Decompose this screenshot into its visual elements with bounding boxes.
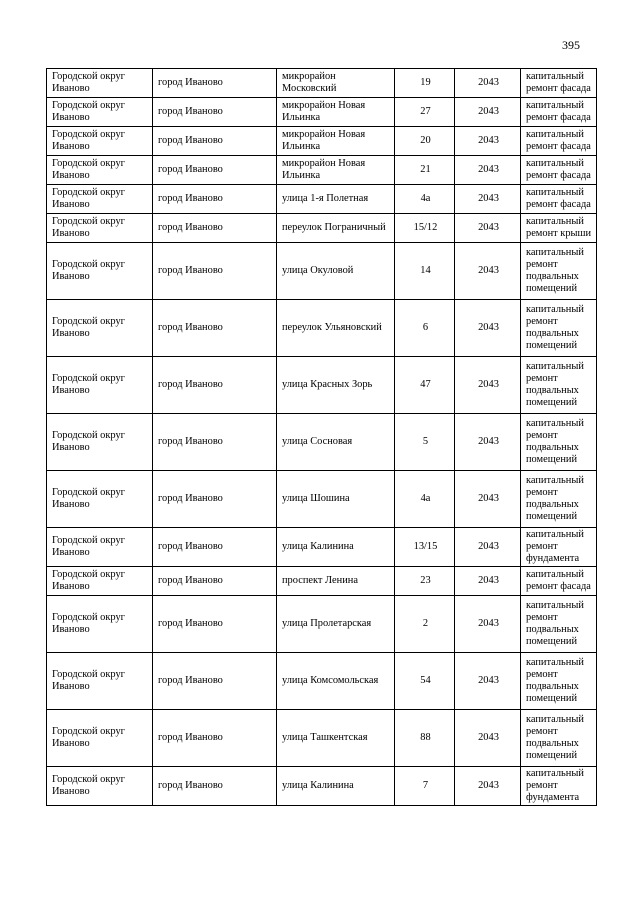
repair-schedule-table xyxy=(46,68,597,806)
district-cell: Городской округ Иваново xyxy=(47,243,153,300)
page-number: 395 xyxy=(562,38,580,52)
house-number-cell: 4а xyxy=(395,471,455,528)
city-cell: город Иваново xyxy=(153,528,277,567)
city-cell: город Иваново xyxy=(153,767,277,806)
work-type-cell: капитальный ремонт подвальных помещений xyxy=(521,243,597,300)
street-cell: улица Ташкентская xyxy=(277,710,395,767)
city-cell: город Иваново xyxy=(153,69,277,98)
street-cell: микрорайон Московский xyxy=(277,69,395,98)
district-cell: Городской округ Иваново xyxy=(47,596,153,653)
district-cell: Городской округ Иваново xyxy=(47,414,153,471)
year-cell: 2043 xyxy=(455,243,521,300)
work-type-cell: капитальный ремонт крыши xyxy=(521,214,597,243)
house-number-cell: 27 xyxy=(395,98,455,127)
house-number-cell: 2 xyxy=(395,596,455,653)
work-type-cell: капитальный ремонт подвальных помещений xyxy=(521,653,597,710)
work-type-cell: капитальный ремонт подвальных помещений xyxy=(521,710,597,767)
house-number-cell: 88 xyxy=(395,710,455,767)
street-cell: улица Сосновая xyxy=(277,414,395,471)
work-type-cell: капитальный ремонт фасада xyxy=(521,156,597,185)
house-number-cell: 15/12 xyxy=(395,214,455,243)
table-row xyxy=(47,653,597,710)
year-cell: 2043 xyxy=(455,127,521,156)
table-row xyxy=(47,185,597,214)
work-type-cell: капитальный ремонт подвальных помещений xyxy=(521,471,597,528)
house-number-cell: 19 xyxy=(395,69,455,98)
city-cell: город Иваново xyxy=(153,653,277,710)
work-type-cell: капитальный ремонт подвальных помещений xyxy=(521,596,597,653)
work-type-cell: капитальный ремонт подвальных помещений xyxy=(521,357,597,414)
house-number-cell: 20 xyxy=(395,127,455,156)
street-cell: микрорайон Новая Ильинка xyxy=(277,156,395,185)
city-cell: город Иваново xyxy=(153,243,277,300)
work-type-cell: капитальный ремонт фундамента xyxy=(521,528,597,567)
year-cell: 2043 xyxy=(455,414,521,471)
table-row xyxy=(47,98,597,127)
street-cell: микрорайон Новая Ильинка xyxy=(277,127,395,156)
city-cell: город Иваново xyxy=(153,98,277,127)
city-cell: город Иваново xyxy=(153,414,277,471)
city-cell: город Иваново xyxy=(153,300,277,357)
district-cell: Городской округ Иваново xyxy=(47,185,153,214)
year-cell: 2043 xyxy=(455,357,521,414)
work-type-cell: капитальный ремонт фасада xyxy=(521,98,597,127)
work-type-cell: капитальный ремонт фасада xyxy=(521,185,597,214)
table-row xyxy=(47,710,597,767)
table-row xyxy=(47,528,597,567)
city-cell: город Иваново xyxy=(153,471,277,528)
table-row xyxy=(47,243,597,300)
house-number-cell: 21 xyxy=(395,156,455,185)
year-cell: 2043 xyxy=(455,767,521,806)
district-cell: Городской округ Иваново xyxy=(47,156,153,185)
house-number-cell: 7 xyxy=(395,767,455,806)
street-cell: улица Калинина xyxy=(277,767,395,806)
table-row xyxy=(47,69,597,98)
city-cell: город Иваново xyxy=(153,214,277,243)
district-cell: Городской округ Иваново xyxy=(47,300,153,357)
work-type-cell: капитальный ремонт подвальных помещений xyxy=(521,414,597,471)
city-cell: город Иваново xyxy=(153,567,277,596)
table-row xyxy=(47,414,597,471)
district-cell: Городской округ Иваново xyxy=(47,357,153,414)
district-cell: Городской округ Иваново xyxy=(47,127,153,156)
house-number-cell: 13/15 xyxy=(395,528,455,567)
table-body xyxy=(47,69,597,806)
year-cell: 2043 xyxy=(455,471,521,528)
table-row xyxy=(47,127,597,156)
house-number-cell: 23 xyxy=(395,567,455,596)
table-row xyxy=(47,596,597,653)
table-row xyxy=(47,567,597,596)
street-cell: улица Шошина xyxy=(277,471,395,528)
work-type-cell: капитальный ремонт подвальных помещений xyxy=(521,300,597,357)
street-cell: переулок Пограничный xyxy=(277,214,395,243)
street-cell: улица Пролетарская xyxy=(277,596,395,653)
table-row xyxy=(47,471,597,528)
district-cell: Городской округ Иваново xyxy=(47,98,153,127)
city-cell: город Иваново xyxy=(153,357,277,414)
street-cell: улица Окуловой xyxy=(277,243,395,300)
work-type-cell: капитальный ремонт фасада xyxy=(521,69,597,98)
year-cell: 2043 xyxy=(455,528,521,567)
district-cell: Городской округ Иваново xyxy=(47,528,153,567)
work-type-cell: капитальный ремонт фундамента xyxy=(521,767,597,806)
house-number-cell: 47 xyxy=(395,357,455,414)
house-number-cell: 6 xyxy=(395,300,455,357)
street-cell: переулок Ульяновский xyxy=(277,300,395,357)
table-row xyxy=(47,156,597,185)
year-cell: 2043 xyxy=(455,567,521,596)
house-number-cell: 54 xyxy=(395,653,455,710)
district-cell: Городской округ Иваново xyxy=(47,471,153,528)
house-number-cell: 4а xyxy=(395,185,455,214)
city-cell: город Иваново xyxy=(153,127,277,156)
house-number-cell: 14 xyxy=(395,243,455,300)
table-row xyxy=(47,357,597,414)
table-row xyxy=(47,214,597,243)
table-row xyxy=(47,300,597,357)
district-cell: Городской округ Иваново xyxy=(47,69,153,98)
year-cell: 2043 xyxy=(455,98,521,127)
city-cell: город Иваново xyxy=(153,185,277,214)
year-cell: 2043 xyxy=(455,300,521,357)
street-cell: улица Комсомольская xyxy=(277,653,395,710)
city-cell: город Иваново xyxy=(153,710,277,767)
year-cell: 2043 xyxy=(455,185,521,214)
year-cell: 2043 xyxy=(455,214,521,243)
city-cell: город Иваново xyxy=(153,596,277,653)
city-cell: город Иваново xyxy=(153,156,277,185)
year-cell: 2043 xyxy=(455,69,521,98)
table-row xyxy=(47,767,597,806)
street-cell: микрорайон Новая Ильинка xyxy=(277,98,395,127)
street-cell: улица Красных Зорь xyxy=(277,357,395,414)
work-type-cell: капитальный ремонт фасада xyxy=(521,567,597,596)
street-cell: улица Калинина xyxy=(277,528,395,567)
year-cell: 2043 xyxy=(455,653,521,710)
district-cell: Городской округ Иваново xyxy=(47,653,153,710)
district-cell: Городской округ Иваново xyxy=(47,767,153,806)
street-cell: улица 1-я Полетная xyxy=(277,185,395,214)
district-cell: Городской округ Иваново xyxy=(47,567,153,596)
year-cell: 2043 xyxy=(455,710,521,767)
street-cell: проспект Ленина xyxy=(277,567,395,596)
year-cell: 2043 xyxy=(455,156,521,185)
district-cell: Городской округ Иваново xyxy=(47,710,153,767)
house-number-cell: 5 xyxy=(395,414,455,471)
district-cell: Городской округ Иваново xyxy=(47,214,153,243)
year-cell: 2043 xyxy=(455,596,521,653)
work-type-cell: капитальный ремонт фасада xyxy=(521,127,597,156)
